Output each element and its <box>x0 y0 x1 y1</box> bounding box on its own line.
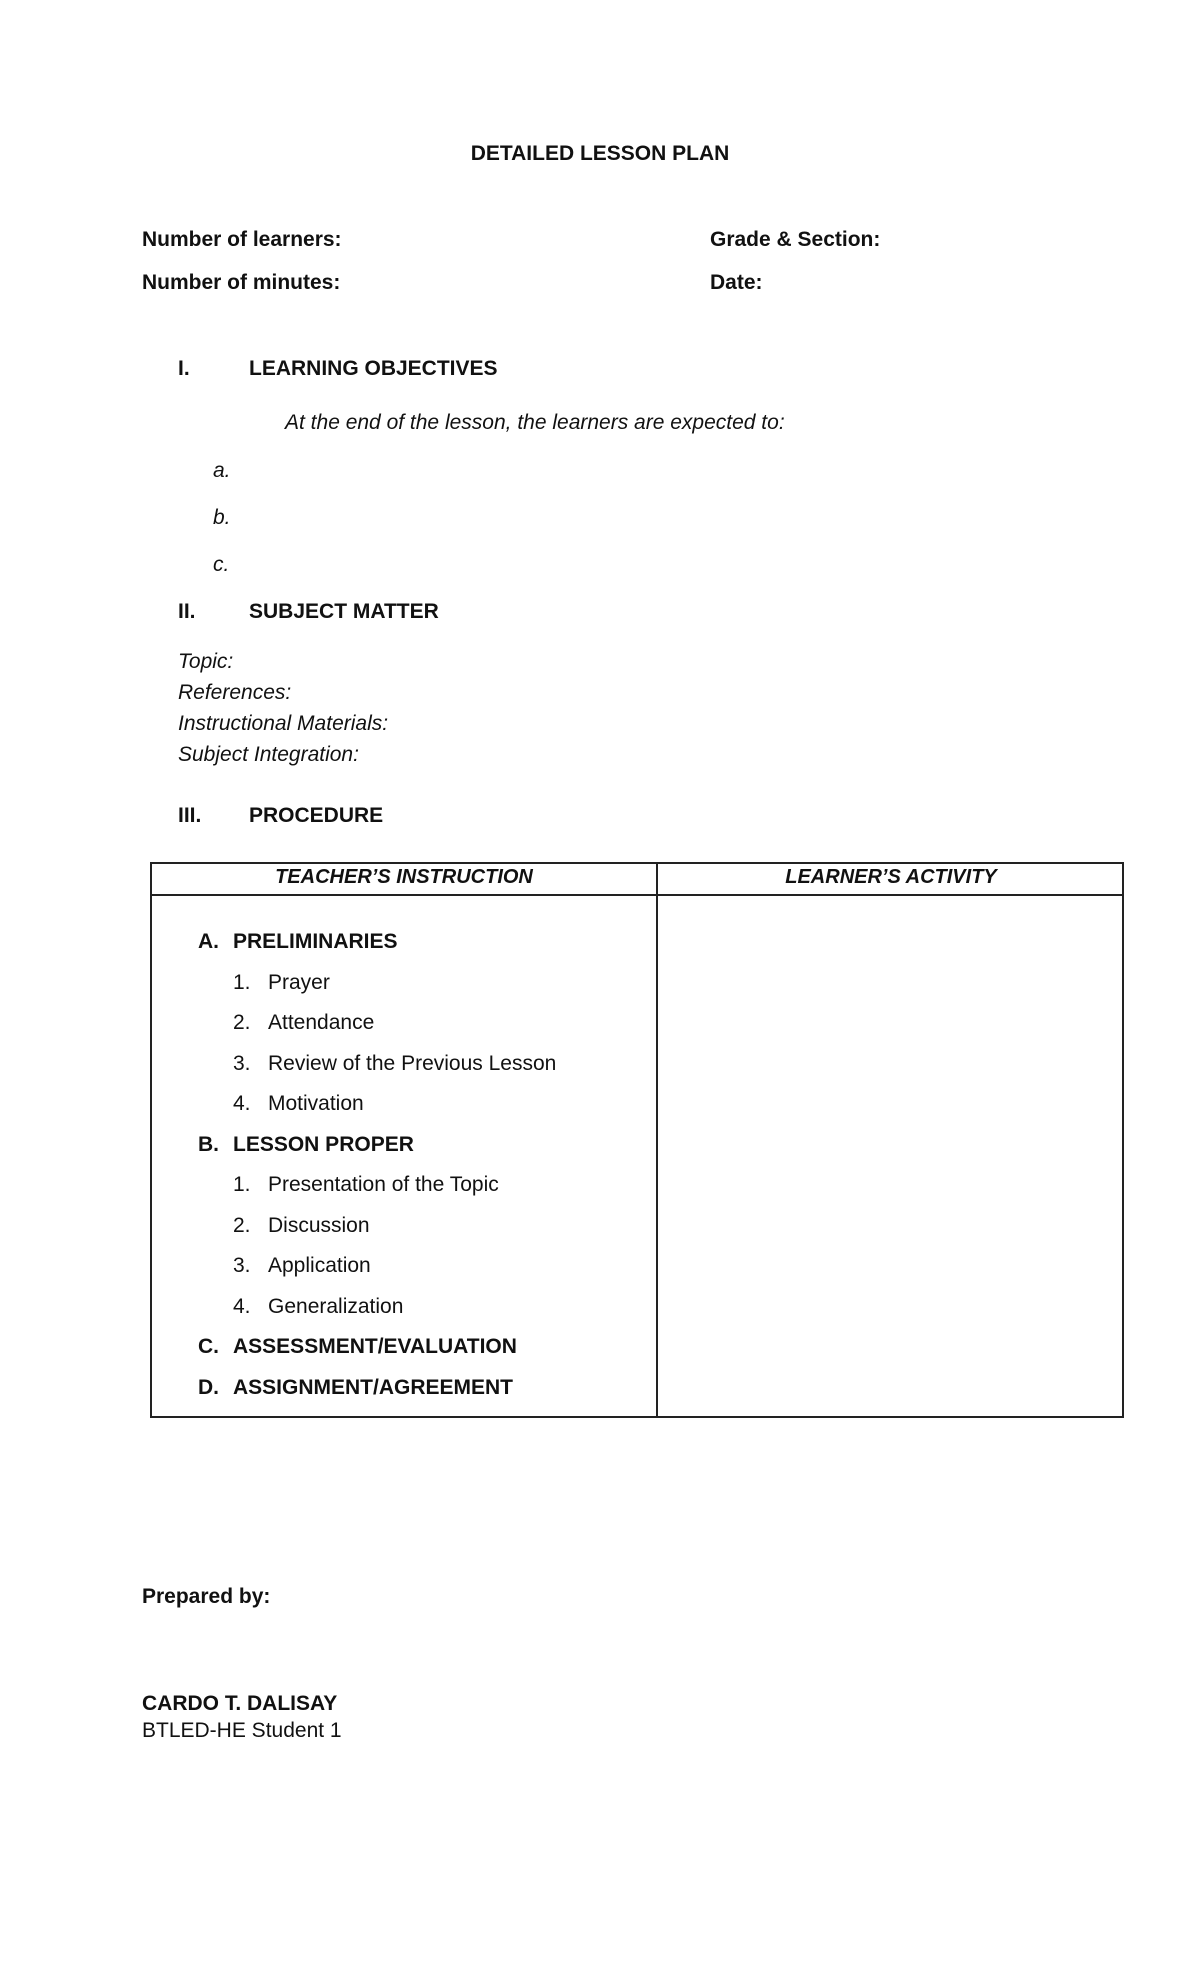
list-item-text: ASSESSMENT/EVALUATION <box>233 1335 517 1358</box>
learner-activity-header: LEARNER’S ACTIVITY <box>785 866 997 888</box>
procedure-numeral: III. <box>178 804 202 827</box>
table-column-divider <box>656 864 658 1416</box>
list-item-text: Attendance <box>268 1011 375 1034</box>
list-item <box>152 1254 652 1295</box>
references-field: References: <box>178 681 292 704</box>
list-item <box>152 1295 652 1336</box>
subject-matter-fields <box>178 646 388 770</box>
list-item <box>152 1052 652 1093</box>
list-item <box>152 930 652 971</box>
objectives-intro: At the end of the lesson, the learners are expected to: <box>285 411 785 434</box>
list-item-label: C. <box>198 1335 219 1358</box>
objective-item-a: a. <box>213 459 231 482</box>
list-item <box>152 1011 652 1052</box>
prepared-by-label: Prepared by: <box>142 1585 271 1608</box>
subject-integration-field: Subject Integration: <box>178 743 359 766</box>
list-item-label: D. <box>198 1375 219 1399</box>
list-item-label: 1. <box>233 970 251 994</box>
procedure-heading: PROCEDURE <box>249 804 384 827</box>
table-header-divider <box>152 894 1122 896</box>
list-item-text: Application <box>268 1254 371 1277</box>
objectives-heading: LEARNING OBJECTIVES <box>249 357 498 380</box>
list-item-text: ASSIGNMENT/AGREEMENT <box>233 1375 514 1399</box>
document-title: DETAILED LESSON PLAN <box>470 142 730 165</box>
list-item-label: B. <box>198 1132 219 1156</box>
list-item-label: 2. <box>233 1011 251 1034</box>
list-item <box>152 1133 652 1174</box>
list-item <box>152 1335 652 1376</box>
list-item-text: PRELIMINARIES <box>233 930 398 953</box>
list-item-text: Motivation <box>268 1092 364 1115</box>
list-item-label: 3. <box>233 1254 251 1277</box>
topic-field: Topic: <box>178 650 234 673</box>
subject-matter-numeral: II. <box>178 600 196 623</box>
list-item-label: 3. <box>233 1051 251 1075</box>
procedure-table <box>150 862 1124 1418</box>
teacher-instruction-header: TEACHER’S INSTRUCTION <box>275 866 533 888</box>
list-item-label: 2. <box>233 1213 251 1237</box>
list-item-text: Prayer <box>268 970 330 994</box>
list-item-label: A. <box>198 930 219 953</box>
grade-section-label: Grade & Section: <box>710 228 881 251</box>
minutes-label: Number of minutes: <box>142 271 341 294</box>
list-item-label: 1. <box>233 1173 251 1196</box>
list-item-text: Generalization <box>268 1294 404 1318</box>
preparer-name: CARDO T. DALISAY <box>142 1692 338 1715</box>
preparer-role: BTLED-HE Student 1 <box>142 1719 342 1742</box>
instructional-materials-field: Instructional Materials: <box>178 712 389 735</box>
date-label: Date: <box>710 271 763 294</box>
list-item <box>152 971 652 1012</box>
list-item <box>152 1214 652 1255</box>
list-item <box>152 1173 652 1214</box>
list-item <box>152 1376 652 1417</box>
objective-item-c: c. <box>213 553 230 576</box>
list-item-label: 4. <box>233 1294 251 1318</box>
learners-label: Number of learners: <box>142 228 342 251</box>
list-item-label: 4. <box>233 1092 251 1115</box>
list-item <box>152 1092 652 1133</box>
subject-matter-heading: SUBJECT MATTER <box>249 600 439 623</box>
teacher-instruction-list <box>152 930 652 1416</box>
objective-item-b: b. <box>213 506 231 529</box>
list-item-text: Discussion <box>268 1213 370 1237</box>
objectives-numeral: I. <box>178 357 190 380</box>
list-item-text: Review of the Previous Lesson <box>268 1051 557 1075</box>
list-item-text: LESSON PROPER <box>233 1132 414 1156</box>
list-item-text: Presentation of the Topic <box>268 1173 499 1196</box>
